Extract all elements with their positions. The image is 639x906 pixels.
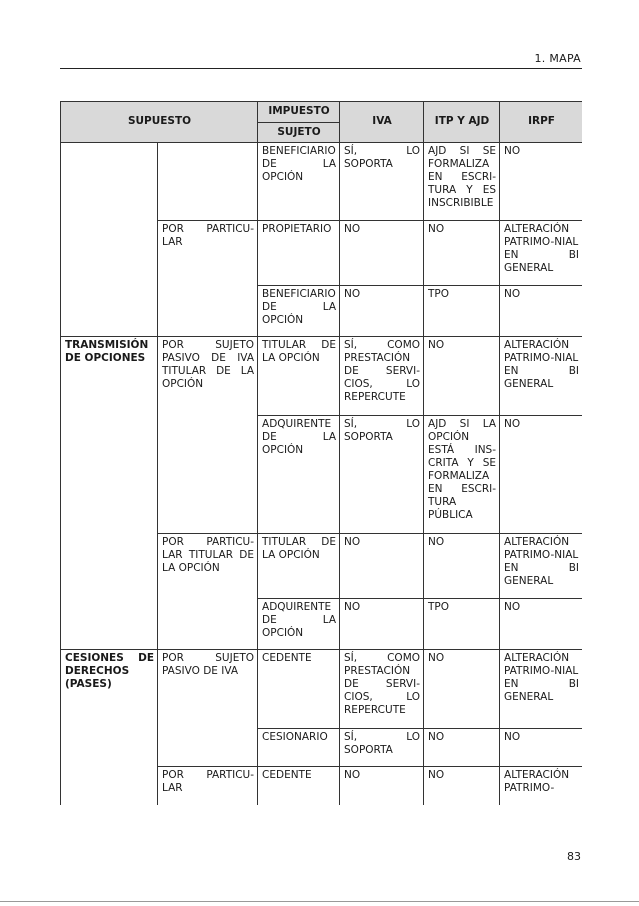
cell-sujeto: PROPIETARIO: [258, 221, 340, 286]
header-impuesto: IMPUESTO: [258, 102, 340, 123]
cell-irpf: NO: [500, 599, 582, 650]
cell-itp-ajd: NO: [424, 337, 500, 416]
header-sujeto: SUJETO: [258, 123, 340, 143]
table-row: [61, 143, 583, 221]
header-rule: [60, 68, 582, 69]
cell-iva: NO: [340, 767, 424, 806]
cell-itp-ajd: AJD SI LA OPCIÓN ESTÁ INS-CRITA Y SE FORMALIZA EN ESCRI-TURA PÚBLICA: [424, 416, 500, 534]
cell-itp-ajd: TPO: [424, 286, 500, 337]
cell-via: POR SUJETO PASIVO DE IVA: [158, 650, 258, 767]
page-number: 83: [567, 850, 581, 863]
cell-sujeto: BENEFICIARIO DE LA OPCIÓN: [258, 286, 340, 337]
cell-irpf: ALTERACIÓN PATRIMO-NIAL EN BI GENERAL: [500, 534, 582, 599]
header-supuesto: SUPUESTO: [61, 102, 258, 143]
cell-itp-ajd: NO: [424, 729, 500, 767]
cell-sujeto: TITULAR DE LA OPCIÓN: [258, 337, 340, 416]
cell-iva: NO: [340, 534, 424, 599]
table-row: [61, 650, 583, 729]
cell-itp-ajd: NO: [424, 534, 500, 599]
cell-via: POR SUJETO PASIVO DE IVA TITULAR DE LA OPCIÓN: [158, 337, 258, 534]
cell-irpf: NO: [500, 729, 582, 767]
cell-iva: SÍ, LO SOPORTA: [340, 416, 424, 534]
cell-irpf: NO: [500, 286, 582, 337]
cell-iva: NO: [340, 599, 424, 650]
cell-iva: SÍ, LO SOPORTA: [340, 729, 424, 767]
header-itp-ajd: ITP Y AJD: [424, 102, 500, 143]
page-bottom-rule: [0, 901, 639, 902]
cell-via: POR PARTICU-LAR: [158, 221, 258, 337]
cell-iva: NO: [340, 286, 424, 337]
cell-itp-ajd: TPO: [424, 599, 500, 650]
cell-sujeto: CEDENTE: [258, 650, 340, 729]
table-row: [61, 337, 583, 416]
cell-supuesto: TRANSMISIÓN DE OPCIONES: [61, 337, 158, 650]
cell-sujeto: BENEFICIARIO DE LA OPCIÓN: [258, 143, 340, 221]
cell-iva: SÍ, COMO PRESTACIÓN DE SERVI-CIOS, LO REPERCUTE: [340, 337, 424, 416]
tax-map-table: [60, 101, 582, 805]
cell-irpf: ALTERACIÓN PATRIMO-NIAL EN BI GENERAL: [500, 221, 582, 286]
cell-sujeto: CESIONARIO: [258, 729, 340, 767]
cell-irpf: ALTERACIÓN PATRIMO-NIAL EN BI GENERAL: [500, 337, 582, 416]
header-irpf: IRPF: [500, 102, 582, 143]
cell-via: POR PARTICU-LAR: [158, 767, 258, 806]
tax-map-table-container: [60, 101, 582, 805]
cell-iva: SÍ, COMO PRESTACIÓN DE SERVI-CIOS, LO REPERCUTE: [340, 650, 424, 729]
cell-iva: NO: [340, 221, 424, 286]
cell-sujeto: TITULAR DE LA OPCIÓN: [258, 534, 340, 599]
cell-itp-ajd: NO: [424, 767, 500, 806]
cell-sujeto: ADQUIRENTE DE LA OPCIÓN: [258, 416, 340, 534]
running-head: 1. MAPA: [534, 52, 581, 65]
cell-itp-ajd: AJD SI SE FORMALIZA EN ESCRI-TURA Y ES INSCRIBIBLE: [424, 143, 500, 221]
cell-iva: SÍ, LO SOPORTA: [340, 143, 424, 221]
cell-irpf: ALTERACIÓN PATRIMO-: [500, 767, 582, 806]
cell-supuesto: CESIONES DE DERECHOS (PASES): [61, 650, 158, 806]
cell-irpf: ALTERACIÓN PATRIMO-NIAL EN BI GENERAL: [500, 650, 582, 729]
cell-via: POR PARTICU-LAR TITULAR DE LA OPCIÓN: [158, 534, 258, 650]
cell-sujeto: ADQUIRENTE DE LA OPCIÓN: [258, 599, 340, 650]
cell-irpf: NO: [500, 143, 582, 221]
cell-itp-ajd: NO: [424, 650, 500, 729]
cell-sujeto: CEDENTE: [258, 767, 340, 806]
cell-itp-ajd: NO: [424, 221, 500, 286]
cell-irpf: NO: [500, 416, 582, 534]
header-iva: IVA: [340, 102, 424, 143]
cell-supuesto: [61, 143, 158, 337]
cell-via: [158, 143, 258, 221]
table-header: [61, 102, 583, 143]
